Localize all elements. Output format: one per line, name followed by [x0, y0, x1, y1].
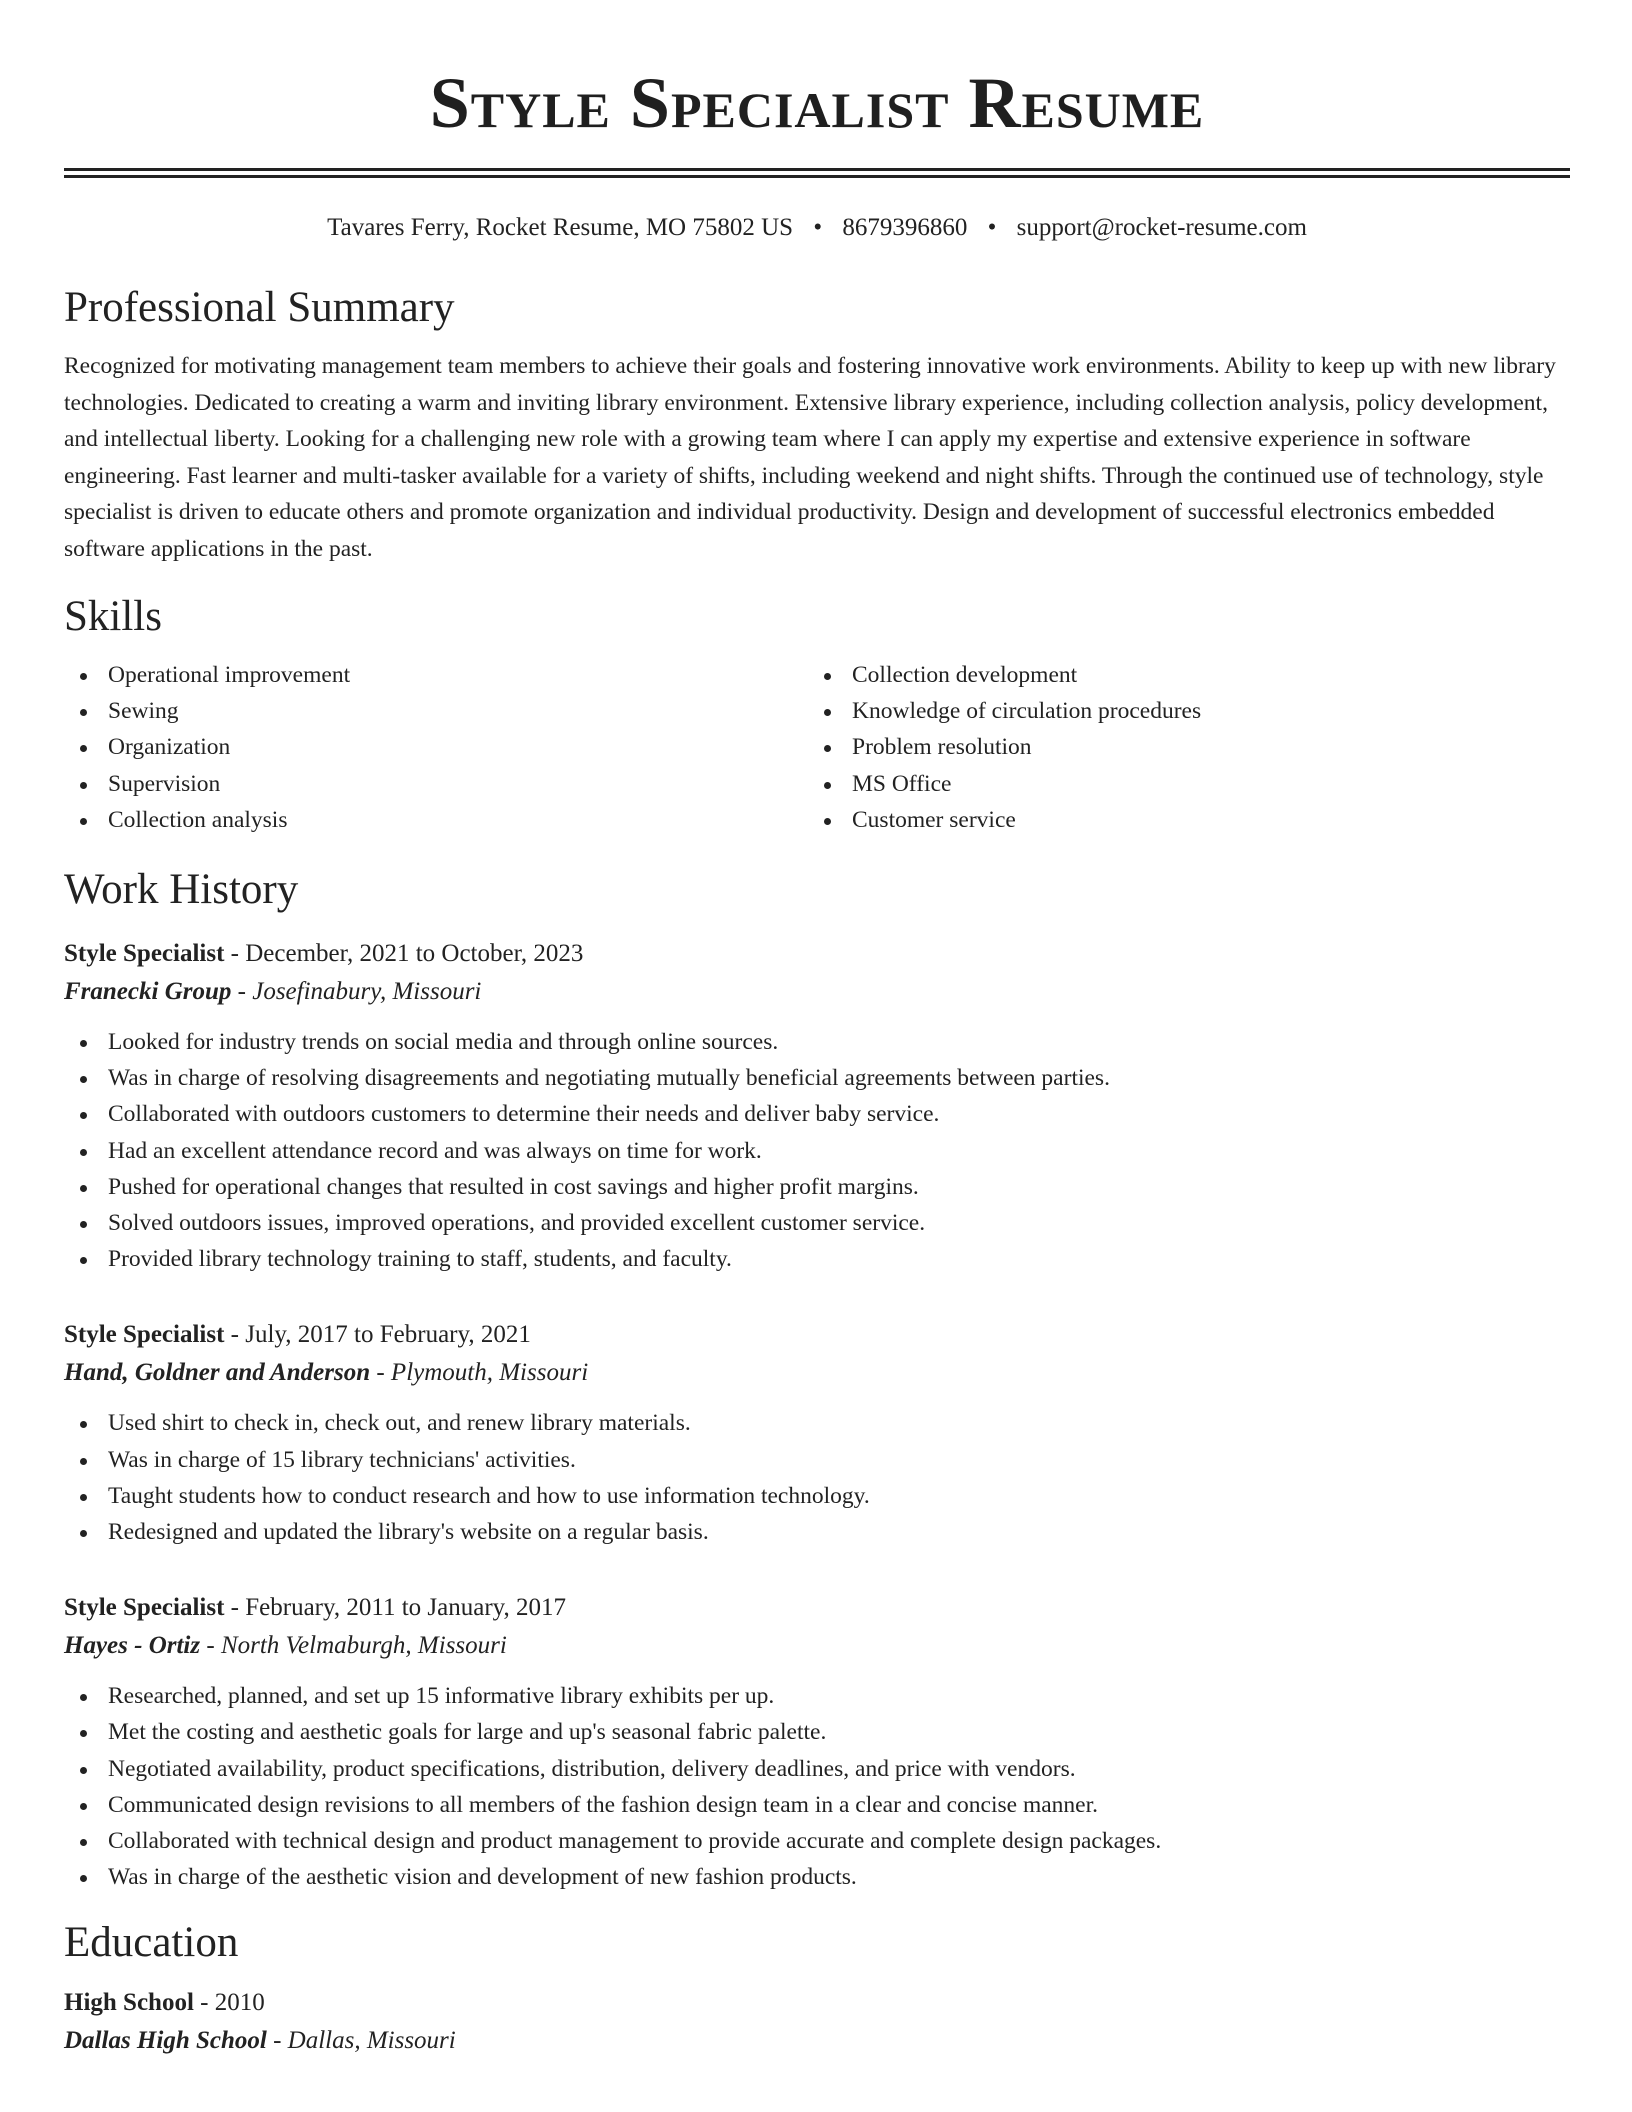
- work-history-section: [64, 864, 1570, 1895]
- contact-separator: •: [987, 214, 997, 241]
- job-title: Style Specialist: [64, 1594, 225, 1622]
- company-location: North Velmaburgh, Missouri: [220, 1632, 507, 1660]
- job-duty: Provided library technology training to staff, students, and faculty.: [64, 1241, 1570, 1277]
- job-entry: [64, 1317, 1570, 1550]
- job-title-line: Style Specialist - December, 2021 to October, 2023: [64, 940, 584, 968]
- skills-column-right: [808, 657, 1552, 838]
- resume-title: Style Specialist Resume: [429, 63, 1205, 143]
- skill-item: Supervision: [64, 766, 808, 802]
- resume-content: [64, 0, 1570, 2061]
- skill-item: Organization: [64, 729, 808, 765]
- job-duty: Pushed for operational changes that resulted in cost savings and higher profit margins.: [64, 1169, 1570, 1205]
- job-duty: Met the costing and aesthetic goals for large and up's seasonal fabric palette.: [64, 1714, 1570, 1750]
- job-duty: Was in charge of resolving disagreements and negotiating mutually beneficial agreements between parties.: [64, 1060, 1570, 1096]
- job-duties: [64, 1405, 1570, 1550]
- job-duty: Was in charge of 15 library technicians' activities.: [64, 1442, 1570, 1478]
- work-history-heading: Work History: [64, 866, 299, 914]
- skills-section: [64, 591, 1570, 838]
- skill-item: MS Office: [808, 766, 1552, 802]
- job-title-line: Style Specialist - February, 2011 to January, 2017: [64, 1594, 567, 1622]
- contact-line: [64, 212, 1570, 244]
- company-line: Hand, Goldner and Anderson - Plymouth, Missouri: [64, 1359, 589, 1387]
- skill-item: Collection analysis: [64, 802, 808, 838]
- job-duties: [64, 1024, 1570, 1277]
- summary-heading: Professional Summary: [64, 284, 455, 331]
- company-location: Josefinabury, Missouri: [252, 978, 482, 1006]
- school-name: Dallas High School: [64, 2027, 267, 2055]
- skill-item: Sewing: [64, 693, 808, 729]
- job-dates: December, 2021 to October, 2023: [245, 940, 584, 968]
- summary-section: [64, 282, 1570, 567]
- job-duty: Used shirt to check in, check out, and renew library materials.: [64, 1405, 1570, 1441]
- company-name: Hayes - Ortiz: [64, 1632, 201, 1660]
- contact-phone: 8679396860: [842, 214, 968, 241]
- title-divider: [64, 168, 1570, 178]
- skills-heading: Skills: [64, 593, 162, 640]
- job-entry: [64, 936, 1570, 1277]
- job-duty: Collaborated with technical design and product management to provide accurate and complete design packages.: [64, 1823, 1570, 1859]
- job-dates: July, 2017 to February, 2021: [245, 1321, 531, 1349]
- job-duty: Was in charge of the aesthetic vision and development of new fashion products.: [64, 1859, 1570, 1895]
- job-title-line: Style Specialist - July, 2017 to February, 2021: [64, 1321, 531, 1349]
- job-title: Style Specialist: [64, 940, 225, 968]
- job-duty: Looked for industry trends on social media and through online sources.: [64, 1024, 1570, 1060]
- job-duty: Negotiated availability, product specifications, distribution, delivery deadlines, and price with vendors.: [64, 1751, 1570, 1787]
- school-line: Dallas High School - Dallas, Missouri: [64, 2027, 456, 2055]
- education-heading: Education: [64, 1919, 239, 1967]
- job-duty: Taught students how to conduct research and how to use information technology.: [64, 1478, 1570, 1514]
- job-duty: Had an excellent attendance record and was always on time for work.: [64, 1133, 1570, 1169]
- job-dates: February, 2011 to January, 2017: [245, 1594, 567, 1622]
- job-duties: [64, 1678, 1570, 1895]
- company-name: Hand, Goldner and Anderson: [64, 1359, 371, 1387]
- company-location: Plymouth, Missouri: [390, 1359, 589, 1387]
- education-entry: [64, 1985, 1570, 2061]
- summary-text: Recognized for motivating management team members to achieve their goals and fostering innovative work environments. Ability to keep up with new library technologies. Dedicated to creating a warm and inviting library environment. Extensive library experience, including collection analysis, policy development, and intellectual liberty. Looking for a challenging new role with a growing team where I can apply my expertise and extensive experience in software engineering. Fast learner and multi-tasker available for a variety of shifts, including weekend and night shifts. Through the continued use of technology, style specialist is driven to educate others and promote organization and individual productivity. Design and development of successful electronics embedded software applications in the past.: [64, 353, 1556, 562]
- job-title: Style Specialist: [64, 1321, 225, 1349]
- company-line: Hayes - Ortiz - North Velmaburgh, Missouri: [64, 1632, 507, 1660]
- job-entry: [64, 1590, 1570, 1895]
- job-duty: Communicated design revisions to all members of the fashion design team in a clear and concise manner.: [64, 1787, 1570, 1823]
- skill-item: Problem resolution: [808, 729, 1552, 765]
- job-duty: Solved outdoors issues, improved operations, and provided excellent customer service.: [64, 1205, 1570, 1241]
- job-duty: Collaborated with outdoors customers to determine their needs and deliver baby service.: [64, 1096, 1570, 1132]
- school-location: Dallas, Missouri: [287, 2027, 456, 2055]
- skill-item: Collection development: [808, 657, 1552, 693]
- contact-email: support@rocket-resume.com: [1016, 214, 1307, 241]
- graduation-year: 2010: [214, 1989, 265, 2017]
- skill-item: Operational improvement: [64, 657, 808, 693]
- degree: High School: [64, 1989, 194, 2017]
- company-name: Franecki Group: [64, 978, 232, 1006]
- contact-separator: •: [813, 214, 823, 241]
- contact-address: Tavares Ferry, Rocket Resume, MO 75802 US: [327, 214, 794, 241]
- degree-line: High School - 2010: [64, 1989, 265, 2017]
- company-line: Franecki Group - Josefinabury, Missouri: [64, 978, 482, 1006]
- skill-item: Customer service: [808, 802, 1552, 838]
- job-duty: Redesigned and updated the library's website on a regular basis.: [64, 1514, 1570, 1550]
- education-section: [64, 1917, 1570, 2061]
- job-duty: Researched, planned, and set up 15 informative library exhibits per up.: [64, 1678, 1570, 1714]
- skills-grid: [64, 657, 1570, 838]
- skill-item: Knowledge of circulation procedures: [808, 693, 1552, 729]
- skills-column-left: [64, 657, 808, 838]
